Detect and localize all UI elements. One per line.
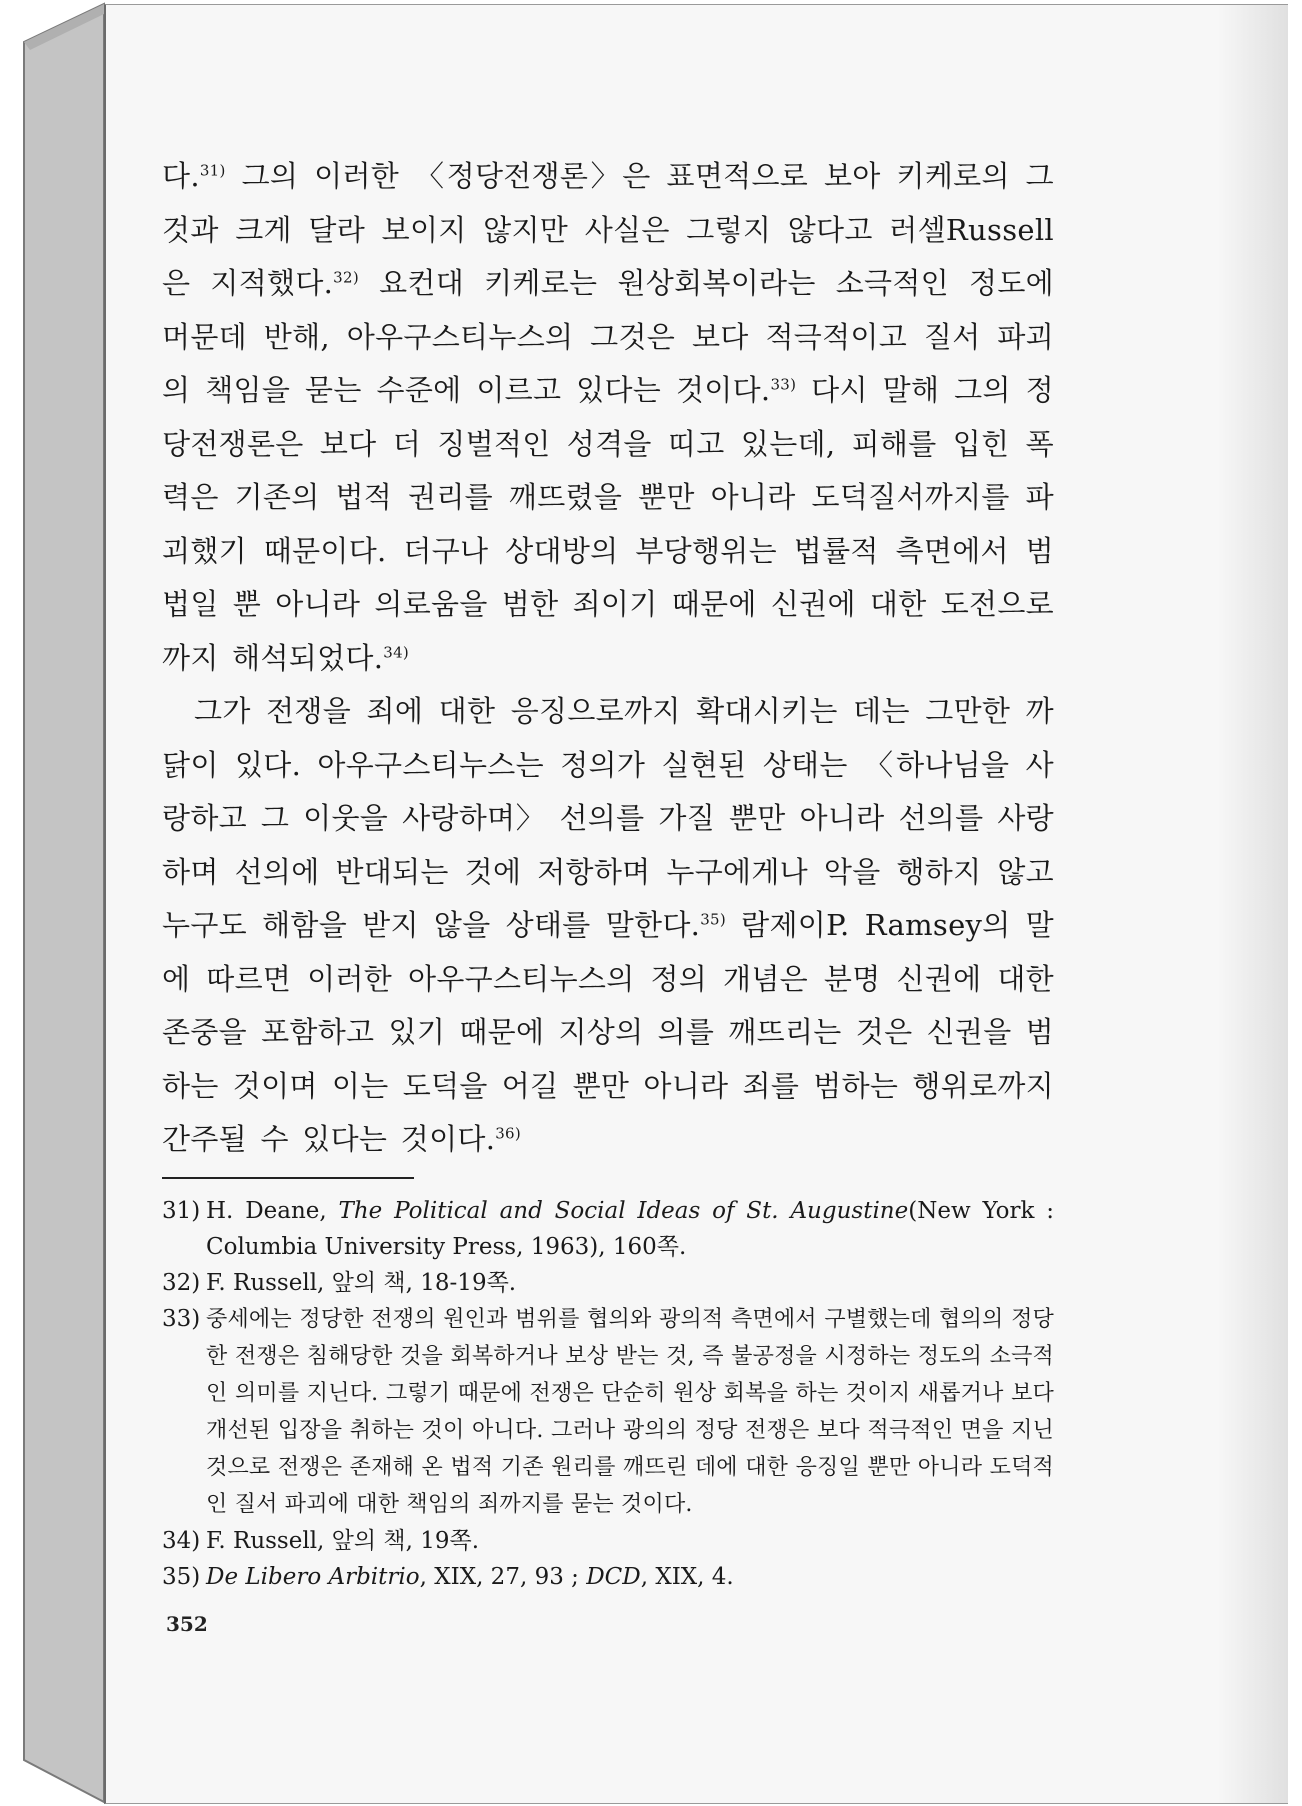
italic-text: De Libero Arbitrio: [206, 1563, 420, 1590]
footnote: [162, 1193, 1054, 1265]
paragraph: [162, 150, 1054, 685]
footnote-ref: 35): [700, 910, 727, 929]
text-run: , XIX, 27, 93 ;: [419, 1563, 587, 1590]
main-paragraphs: [162, 150, 1054, 1167]
text-run: 다.: [162, 159, 200, 193]
footnote: [162, 1301, 1054, 1523]
footnote-ref: 31): [199, 161, 226, 180]
footnote-number: 34): [162, 1527, 201, 1554]
text-run: F. Russell, 앞의 책, 18-19쪽.: [206, 1269, 517, 1296]
footnote-ref: 36): [495, 1124, 522, 1143]
footnote-ref: 34): [383, 642, 410, 661]
text-run: 다시 말해 그의 정당전쟁론은 보다 더 징벌적인 성격을 띠고 있는데, 피해를 입힌 폭력은 기존의 법적 권리를 깨뜨렸을 뿐만 아니라 도덕질서까지를 파괴했기 때문이다. 더구나 상대방의 부당행위는 법률적 측면에서 범법일 뿐 아니라 의로움을 범한 죄이기 때문에 신권에 대한 도전으로까지 해석되었다.: [162, 373, 1054, 675]
body-text: [162, 150, 1054, 1595]
text-run: 요컨대 키케로는 원상회복이라는 소극적인 정도에 머문데 반해, 아우구스티누스의 그것은 보다 적극적이고 질서 파괴의 책임을 묻는 수준에 이르고 있다는 것이다.: [162, 266, 1055, 407]
footnote-text: [206, 1559, 1054, 1595]
text-run: H. Deane,: [206, 1197, 339, 1224]
italic-text: DCD: [586, 1563, 641, 1590]
footnote-number: 32): [162, 1269, 201, 1296]
footnote-ref: 32): [333, 268, 360, 287]
footnote-text: [206, 1265, 1054, 1301]
footnote: [162, 1265, 1054, 1301]
footnote-rule: [162, 1177, 414, 1179]
text-run: , XIX, 4.: [640, 1563, 734, 1590]
paragraph: [162, 685, 1054, 1167]
text-run: 람제이P. Ramsey의 말에 따르면 이러한 아우구스티누스의 정의 개념은 분명 신권에 대한 존중을 포함하고 있기 때문에 지상의 의를 깨뜨리는 것은 신권을 범하는 것이며 이는 도덕을 어길 뿐만 아니라 죄를 범하는 행위로까지 간주될 수 있다는 것이다.: [162, 908, 1054, 1156]
footnote-ref: 33): [770, 375, 797, 394]
text-run: (New York : Columbia University Press, 1963), 160쪽.: [206, 1197, 1054, 1260]
footnote-number: 31): [162, 1197, 201, 1224]
footnote: [162, 1523, 1054, 1559]
page-edge-shadow: [1218, 5, 1288, 1803]
footnote-text: [206, 1301, 1054, 1523]
text-run: 그의 이러한 〈정당전쟁론〉은 표면적으로 보아 키케로의 그것과 크게 달라 보이지 않지만 사실은 그렇지 않다고 러셀Russell은 지적했다.: [162, 159, 1054, 300]
footnote: [162, 1559, 1054, 1595]
footnote-number: 35): [162, 1563, 201, 1590]
footnote-number: 33): [162, 1305, 201, 1332]
footnote-text: [206, 1193, 1054, 1265]
text-run: 중세에는 정당한 전쟁의 원인과 범위를 협의와 광의적 측면에서 구별했는데 협의의 정당한 전쟁은 침해당한 것을 회복하거나 보상 받는 것, 즉 불공정을 시정하는 정도의 소극적인 의미를 지닌다. 그렇기 때문에 전쟁은 단순히 원상 회복을 하는 것이지 새롭거나 보다 개선된 입장을 취하는 것이 아니다. 그러나 광의의 정당 전쟁은 보다 적극적인 면을 지닌 것으로 전쟁은 존재해 온 법적 기존 원리를 깨뜨린 데에 대한 응징일 뿐만 아니라 도덕적인 질서 파괴에 대한 책임의 죄까지를 묻는 것이다.: [206, 1306, 1054, 1517]
footnotes: [162, 1193, 1054, 1595]
text-run: 그가 전쟁을 죄에 대한 응징으로까지 확대시키는 데는 그만한 까닭이 있다. 아우구스티누스는 정의가 실현된 상태는 〈하나님을 사랑하고 그 이웃을 사랑하며〉 선의를 가질 뿐만 아니라 선의를 사랑하며 선의에 반대되는 것에 저항하며 누구에게나 악을 행하지 않고 누구도 해함을 받지 않을 상태를 말한다.: [162, 694, 1054, 942]
page-number: 352: [166, 1612, 208, 1636]
text-run: F. Russell, 앞의 책, 19쪽.: [206, 1527, 480, 1554]
italic-text: The Political and Social Ideas of St. Augustine: [338, 1197, 909, 1224]
footnote-text: [206, 1523, 1054, 1559]
